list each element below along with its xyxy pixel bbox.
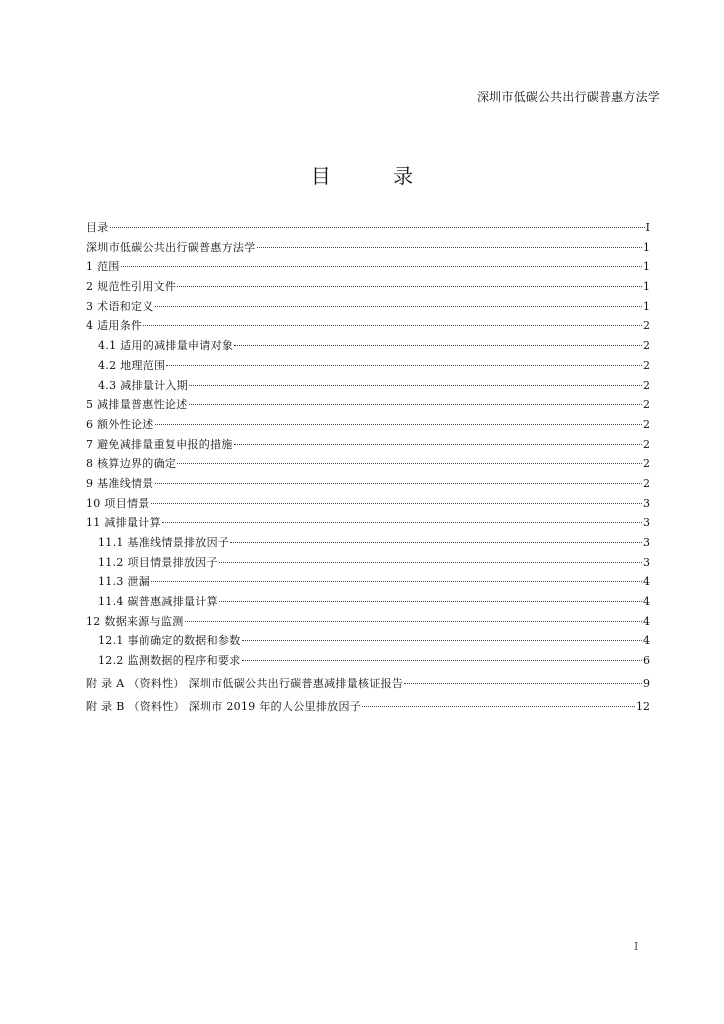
running-header-title: 深圳市低碳公共出行碳普惠方法学 (476, 90, 660, 104)
toc-entry-label: 4.1 适用的减排量申请对象 (98, 339, 234, 353)
toc-entry[interactable] (86, 277, 650, 297)
toc-entry-label: 12.1 事前确定的数据和参数 (98, 634, 241, 648)
toc-entry-label: 12 数据来源与监测 (86, 614, 184, 628)
toc-entry-page: 2 (643, 457, 650, 471)
dot-leader (143, 325, 642, 326)
toc-entry-label: 目录 (86, 221, 109, 234)
toc-entry-page: 2 (643, 358, 650, 372)
toc-entry-label: 深圳市低碳公共出行碳普惠方法学 (86, 240, 256, 254)
toc-entry[interactable] (86, 454, 650, 474)
toc-entry-page: 4 (643, 614, 650, 628)
dot-leader (151, 581, 642, 582)
toc-entry[interactable] (86, 218, 650, 238)
toc-entry-page: 1 (643, 260, 650, 274)
toc-entry-label: 3 术语和定义 (86, 299, 154, 313)
toc-entry-page: 2 (643, 417, 650, 431)
dot-leader (257, 247, 643, 248)
toc-subentry[interactable] (86, 572, 650, 592)
toc-entry-label: 10 项目情景 (86, 496, 150, 510)
toc-entry[interactable] (86, 238, 650, 258)
toc-entry-label: 11 减排量计算 (86, 516, 161, 530)
toc-entry-label: 9 基准线情景 (86, 476, 154, 490)
toc-subentry[interactable] (86, 376, 650, 396)
toc-subentry[interactable] (86, 651, 650, 671)
dot-leader (110, 227, 645, 228)
toc-entry-label: 12.2 监测数据的程序和要求 (98, 654, 241, 668)
toc-entry[interactable] (86, 395, 650, 415)
toc-entry-page: 9 (643, 676, 650, 690)
toc-entry-page: 4 (643, 575, 650, 589)
dot-leader (234, 345, 642, 346)
dot-leader (155, 306, 642, 307)
toc-entry[interactable] (86, 513, 650, 533)
dot-leader (185, 621, 643, 622)
toc-entry-label: 附 录 B （资料性） 深圳市 2019 年的人公里排放因子 (86, 699, 362, 713)
dot-leader (155, 424, 642, 425)
dot-leader (404, 683, 642, 684)
toc-entry-page: 4 (643, 634, 650, 648)
dot-leader (219, 601, 642, 602)
dot-leader (162, 522, 642, 523)
toc-entry-page: 2 (643, 437, 650, 451)
toc-entry-page: 2 (643, 319, 650, 333)
toc-entry-label: 11.4 碳普惠减排量计算 (98, 595, 218, 609)
dot-leader (121, 266, 642, 267)
toc-entry-label: 8 核算边界的确定 (86, 457, 177, 471)
toc-subentry[interactable] (86, 533, 650, 553)
toc-entry[interactable] (86, 257, 650, 277)
toc-entry-page: 3 (643, 496, 650, 510)
dot-leader (151, 503, 642, 504)
dot-leader (177, 463, 642, 464)
dot-leader (155, 483, 642, 484)
dot-leader (189, 385, 642, 386)
toc-entry-page: 2 (643, 339, 650, 353)
toc-appendix-entry[interactable] (86, 697, 650, 717)
toc-entry[interactable] (86, 435, 650, 455)
toc-entry-page: 3 (643, 516, 650, 530)
toc-entry-page: 1 (643, 240, 650, 254)
toc-entry-page: 6 (643, 654, 650, 668)
toc-entry-page: 3 (643, 536, 650, 549)
toc-entry[interactable] (86, 612, 650, 632)
dot-leader (242, 660, 643, 661)
toc-entry-label: 4.3 减排量计入期 (98, 378, 188, 392)
toc-entry[interactable] (86, 297, 650, 317)
dot-leader (166, 365, 642, 366)
toc-entry-label: 11.3 泄漏 (98, 575, 151, 589)
toc-entry-page: 2 (643, 398, 650, 412)
toc-entry[interactable] (86, 494, 650, 514)
toc-entry-page: 12 (636, 699, 650, 713)
dot-leader (362, 706, 635, 707)
toc-entry-page: I (645, 221, 650, 234)
toc-entry-page: 1 (643, 280, 650, 294)
toc-entry-label: 附 录 A （资料性） 深圳市低碳公共出行碳普惠减排量核证报告 (86, 676, 404, 690)
toc-appendix-entry[interactable] (86, 674, 650, 694)
toc-heading: 目 录 (310, 164, 442, 188)
toc-entry-label: 4.2 地理范围 (98, 358, 166, 372)
toc-entry-label: 7 避免减排量重复申报的措施 (86, 437, 233, 451)
toc-entry-label: 4 适用条件 (86, 319, 143, 333)
dot-leader (189, 404, 643, 405)
toc-entry-page: 2 (643, 476, 650, 490)
toc-entry-page: 3 (643, 555, 650, 569)
toc-entry[interactable] (86, 415, 650, 435)
toc-entry[interactable] (86, 474, 650, 494)
dot-leader (219, 562, 642, 563)
toc-entry-label: 11.1 基准线情景排放因子 (98, 536, 230, 549)
toc-subentry[interactable] (86, 631, 650, 651)
page-number: I (634, 940, 639, 953)
toc-subentry[interactable] (86, 553, 650, 573)
toc-entry-label: 11.2 项目情景排放因子 (98, 555, 218, 569)
toc-entry-label: 1 范围 (86, 260, 120, 274)
toc-subentry[interactable] (86, 336, 650, 356)
toc-entry-page: 2 (643, 378, 650, 392)
toc-subentry[interactable] (86, 356, 650, 376)
dot-leader (230, 542, 642, 543)
dot-leader (242, 640, 643, 641)
dot-leader (177, 286, 642, 287)
toc-entry-label: 5 减排量普惠性论述 (86, 398, 188, 412)
toc-entry-label: 6 额外性论述 (86, 417, 154, 431)
toc-entry-page: 4 (643, 595, 650, 609)
dot-leader (234, 444, 642, 445)
toc-entry[interactable] (86, 316, 650, 336)
toc-subentry[interactable] (86, 592, 650, 612)
table-of-contents (86, 218, 650, 716)
toc-entry-page: 1 (643, 299, 650, 313)
toc-entry-label: 2 规范性引用文件 (86, 280, 177, 294)
